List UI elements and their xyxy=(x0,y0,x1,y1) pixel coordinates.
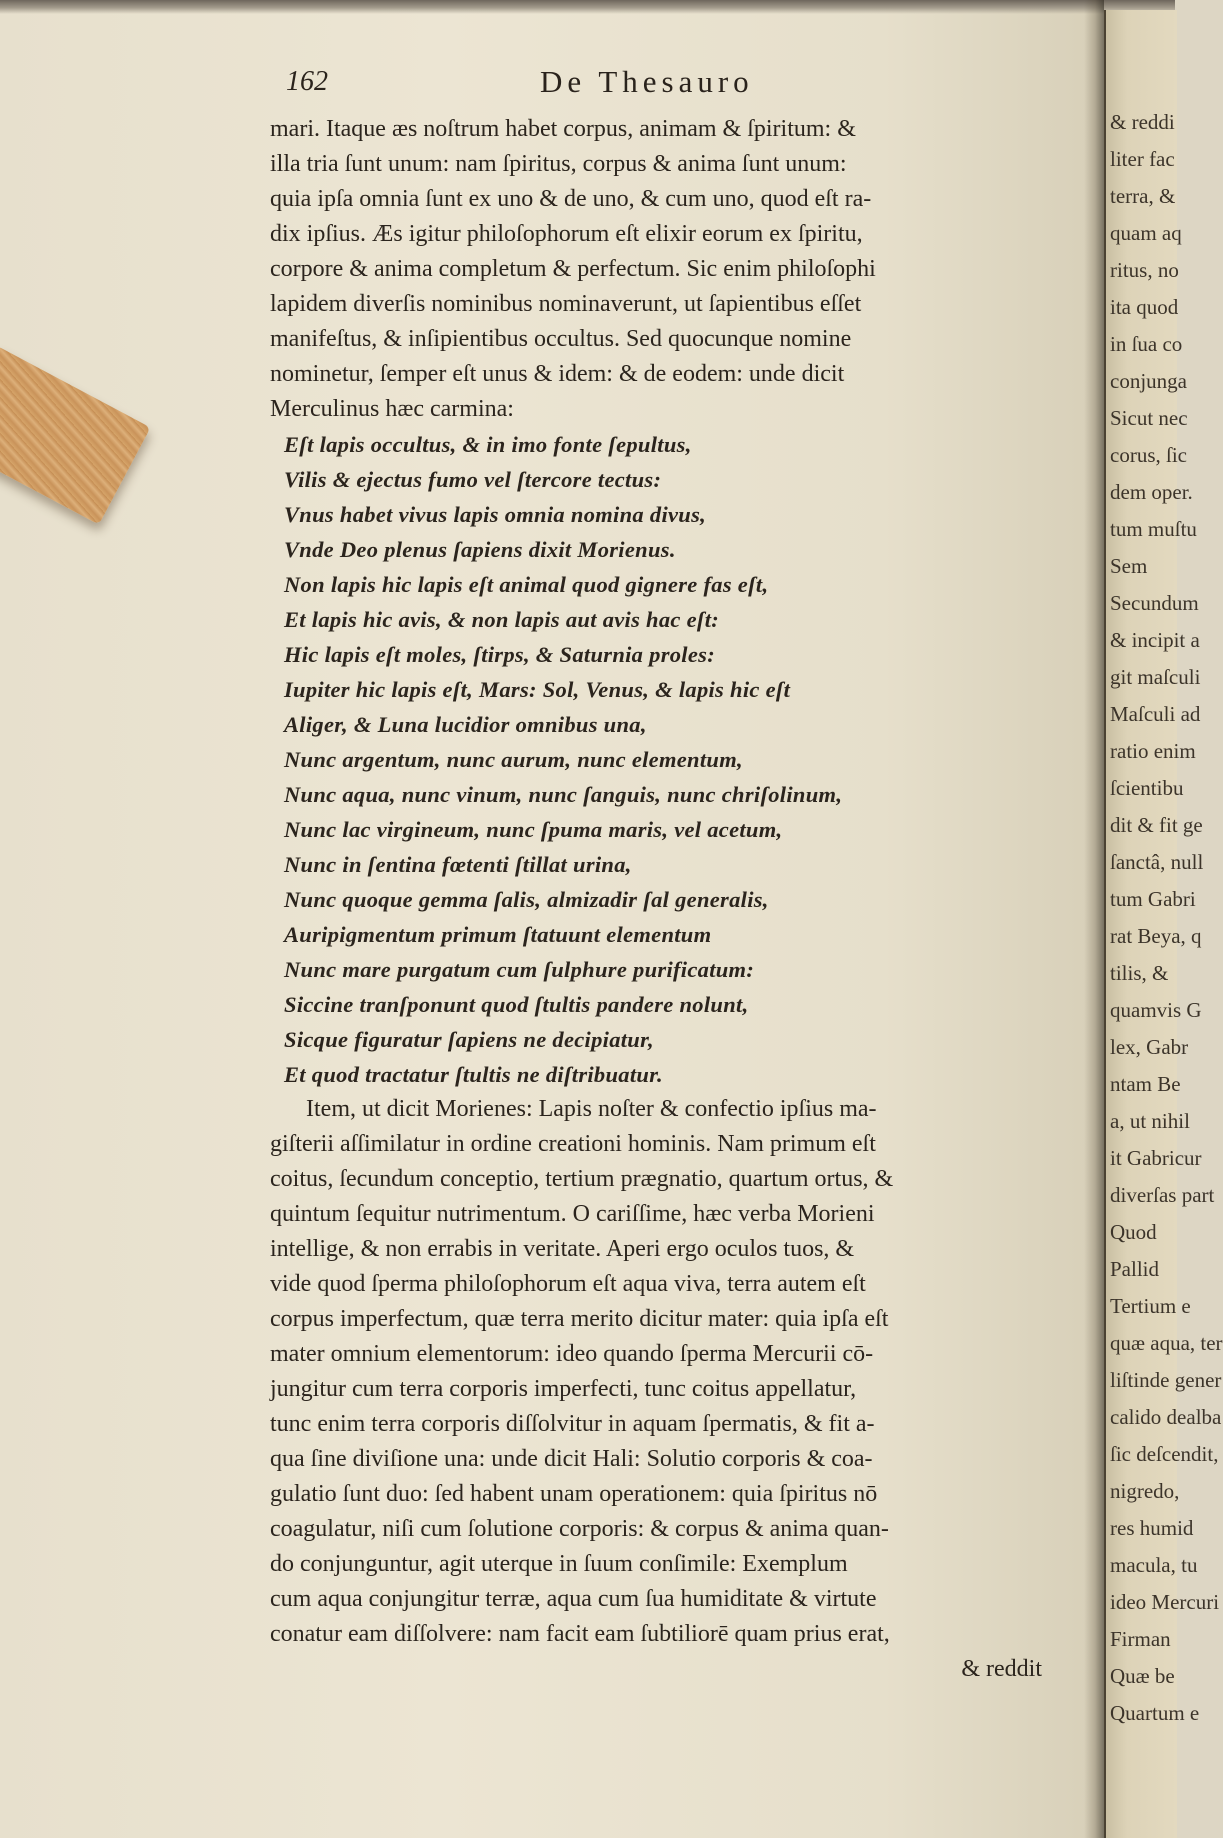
facing-fragment: res humid xyxy=(1110,1516,1194,1540)
text-line: lapidem diverſis nominibus nominaverunt, ut ſapientibus eſſet xyxy=(270,291,862,317)
verse-line: Nunc in ſentina fœtenti ſtillat urina, xyxy=(284,852,632,877)
verse-block xyxy=(270,427,1090,1092)
facing-fragment: tilis, & xyxy=(1110,961,1169,985)
verse-line: Et lapis hic avis, & non lapis aut avis hac eſt: xyxy=(284,607,720,632)
verse-line: Et quod tractatur ſtultis ne diſtribuatur. xyxy=(284,1062,663,1087)
facing-fragment: Sem xyxy=(1110,554,1148,578)
text-line: dix ipſius. Æs igitur philoſophorum eſt elixir eorum ex ſpiritu, xyxy=(270,221,863,247)
text-line: coitus, ſecundum conceptio, tertium prægnatio, quartum ortus, & xyxy=(270,1166,894,1192)
prose-top xyxy=(270,112,1090,427)
text-line: gulatio ſunt duo: ſed habent unam operationem: quia ſpiritus nō xyxy=(270,1481,878,1507)
text-line: conatur eam diſſolvere: nam facit eam ſubtiliorē quam prius erat, xyxy=(270,1621,890,1647)
facing-fragment: rat Beya, q xyxy=(1110,924,1202,948)
facing-fragment: Tertium e xyxy=(1110,1294,1191,1318)
facing-fragment: Quod xyxy=(1110,1220,1157,1244)
verse-line: Non lapis hic lapis eſt animal quod gignere fas eſt, xyxy=(284,572,769,597)
text-line: Item, ut dicit Morienes: Lapis noſter & confectio ipſius ma- xyxy=(306,1096,877,1122)
facing-fragment: ita quod xyxy=(1110,295,1179,319)
facing-fragment: ntam Be xyxy=(1110,1072,1181,1096)
facing-fragment: ſcientibu xyxy=(1110,776,1184,800)
verse-line: Vnde Deo plenus ſapiens dixit Morienus. xyxy=(284,537,676,562)
verse-line: Nunc argentum, nunc aurum, nunc elementum, xyxy=(284,747,743,772)
facing-fragment: Secundum xyxy=(1110,591,1199,615)
page-edge-shadow xyxy=(0,0,1175,14)
text-line: qua ſine diviſione una: unde dicit Hali: Solutio corporis & coa- xyxy=(270,1446,873,1472)
facing-fragment: quam aq xyxy=(1110,221,1182,245)
verse-line: Nunc mare purgatum cum ſulphure purificatum: xyxy=(284,957,755,982)
text-line: vide quod ſperma philoſophorum eſt aqua viva, terra autem eſt xyxy=(270,1271,866,1297)
facing-page-edge xyxy=(1104,10,1223,1838)
facing-fragment: conjunga xyxy=(1110,369,1187,393)
text-block xyxy=(270,112,1090,1687)
facing-fragment: Maſculi ad xyxy=(1110,702,1201,726)
text-line: corpus imperfectum, quæ terra merito dicitur mater: quia ipſa eſt xyxy=(270,1306,889,1332)
text-line: giſterii aſſimilatur in ordine creationi hominis. Nam primum eſt xyxy=(270,1131,876,1157)
catchword: & reddit xyxy=(961,1656,1042,1682)
text-line: nominetur, ſemper eſt unus & idem: & de eodem: unde dicit xyxy=(270,361,845,387)
facing-fragment: ritus, no xyxy=(1110,258,1179,282)
verse-line: Nunc aqua, nunc vinum, nunc ſanguis, nunc chriſolinum, xyxy=(284,782,843,807)
text-line: cum aqua conjungitur terræ, aqua cum ſua humiditate & virtute xyxy=(270,1586,877,1612)
facing-fragment: macula, tu xyxy=(1110,1553,1198,1577)
text-line: manifeſtus, & inſipientibus occultus. Sed quocunque nomine xyxy=(270,326,852,352)
facing-fragment: tum muſtu xyxy=(1110,517,1197,541)
text-line: mater omnium elementorum: ideo quando ſperma Mercurii cō- xyxy=(270,1341,874,1367)
verse-line: Vnus habet vivus lapis omnia nomina divus, xyxy=(284,502,707,527)
text-line: jungitur cum terra corporis imperfecti, tunc coitus appellatur, xyxy=(270,1376,857,1402)
facing-fragment: tum Gabri xyxy=(1110,887,1196,911)
verse-line: Sicque figuratur ſapiens ne decipiatur, xyxy=(284,1027,654,1052)
verse-line: Auripigmentum primum ſtatuunt elementum xyxy=(284,922,712,947)
facing-fragment: & incipit a xyxy=(1110,628,1200,652)
facing-fragment: ſanctâ, null xyxy=(1110,850,1204,874)
facing-fragment: liter fac xyxy=(1110,147,1175,171)
facing-fragment: ſic deſcendit, xyxy=(1110,1442,1219,1466)
facing-fragment: corus, ſic xyxy=(1110,443,1187,467)
facing-fragment: ratio enim xyxy=(1110,739,1196,763)
text-line: illa tria ſunt unum: nam ſpiritus, corpus & anima ſunt unum: xyxy=(270,151,847,177)
facing-fragment: liſtinde gener xyxy=(1110,1368,1222,1392)
page-number: 162 xyxy=(286,66,328,97)
running-title: De Thesauro xyxy=(540,64,754,99)
facing-fragment: Firman xyxy=(1110,1627,1171,1651)
prose-bottom xyxy=(270,1092,1090,1652)
facing-fragment: diverſas part xyxy=(1110,1183,1215,1207)
verse-line: Nunc quoque gemma ſalis, almizadir ſal generalis, xyxy=(284,887,769,912)
facing-fragment: git maſculi xyxy=(1110,665,1201,689)
facing-fragment: a, ut nihil xyxy=(1110,1109,1190,1133)
facing-fragment: terra, & xyxy=(1110,184,1176,208)
verse-line: Nunc lac virgineum, nunc ſpuma maris, vel acetum, xyxy=(284,817,783,842)
facing-fragment: dem oper. xyxy=(1110,480,1193,504)
text-line: quia ipſa omnia ſunt ex uno & de uno, & cum uno, quod eſt ra- xyxy=(270,186,872,212)
text-line: intellige, & non errabis in veritate. Aperi ergo oculos tuos, & xyxy=(270,1236,855,1262)
facing-fragment: & reddi xyxy=(1110,110,1175,134)
facing-fragment: Quæ be xyxy=(1110,1664,1175,1688)
facing-fragment: in ſua co xyxy=(1110,332,1183,356)
text-line: corpore & anima completum & perfectum. Sic enim philoſophi xyxy=(270,256,876,282)
facing-fragment: it Gabricur xyxy=(1110,1146,1202,1170)
verse-line: Iupiter hic lapis eſt, Mars: Sol, Venus, & lapis hic eſt xyxy=(284,677,791,702)
verse-line: Vilis & ejectus fumo vel ſtercore tectus: xyxy=(284,467,662,492)
text-line: do conjunguntur, agit uterque in ſuum conſimile: Exemplum xyxy=(270,1551,848,1577)
text-line: tunc enim terra corporis diſſolvitur in aquam ſpermatis, & fit a- xyxy=(270,1411,875,1437)
verse-line: Hic lapis eſt moles, ſtirps, & Saturnia proles: xyxy=(284,642,715,667)
facing-fragment: quamvis G xyxy=(1110,998,1202,1022)
facing-fragment: Sicut nec xyxy=(1110,406,1188,430)
text-line: quintum ſequitur nutrimentum. O cariſſime, hæc verba Morieni xyxy=(270,1201,875,1227)
text-line: coagulatur, niſi cum ſolutione corporis: & corpus & anima quan- xyxy=(270,1516,889,1542)
verse-line: Aliger, & Luna lucidior omnibus una, xyxy=(284,712,647,737)
facing-fragment: calido dealba xyxy=(1110,1405,1222,1429)
facing-fragment: quæ aqua, ter xyxy=(1110,1331,1223,1355)
text-line: mari. Itaque æs noſtrum habet corpus, animam & ſpiritum: & xyxy=(270,116,856,142)
verse-line: Eſt lapis occultus, & in imo fonte ſepultus, xyxy=(284,432,692,457)
facing-fragment: ideo Mercuri xyxy=(1110,1590,1220,1614)
facing-fragment: nigredo, xyxy=(1110,1479,1180,1503)
verse-line: Siccine tranſponunt quod ſtultis pandere nolunt, xyxy=(284,992,749,1017)
facing-fragment: Pallid xyxy=(1110,1257,1160,1281)
facing-fragment: Quartum e xyxy=(1110,1701,1200,1725)
facing-fragment: lex, Gabr xyxy=(1110,1035,1189,1059)
text-line: Merculinus hæc carmina: xyxy=(270,396,514,422)
facing-fragment: dit & fit ge xyxy=(1110,813,1203,837)
running-head xyxy=(270,66,1070,106)
